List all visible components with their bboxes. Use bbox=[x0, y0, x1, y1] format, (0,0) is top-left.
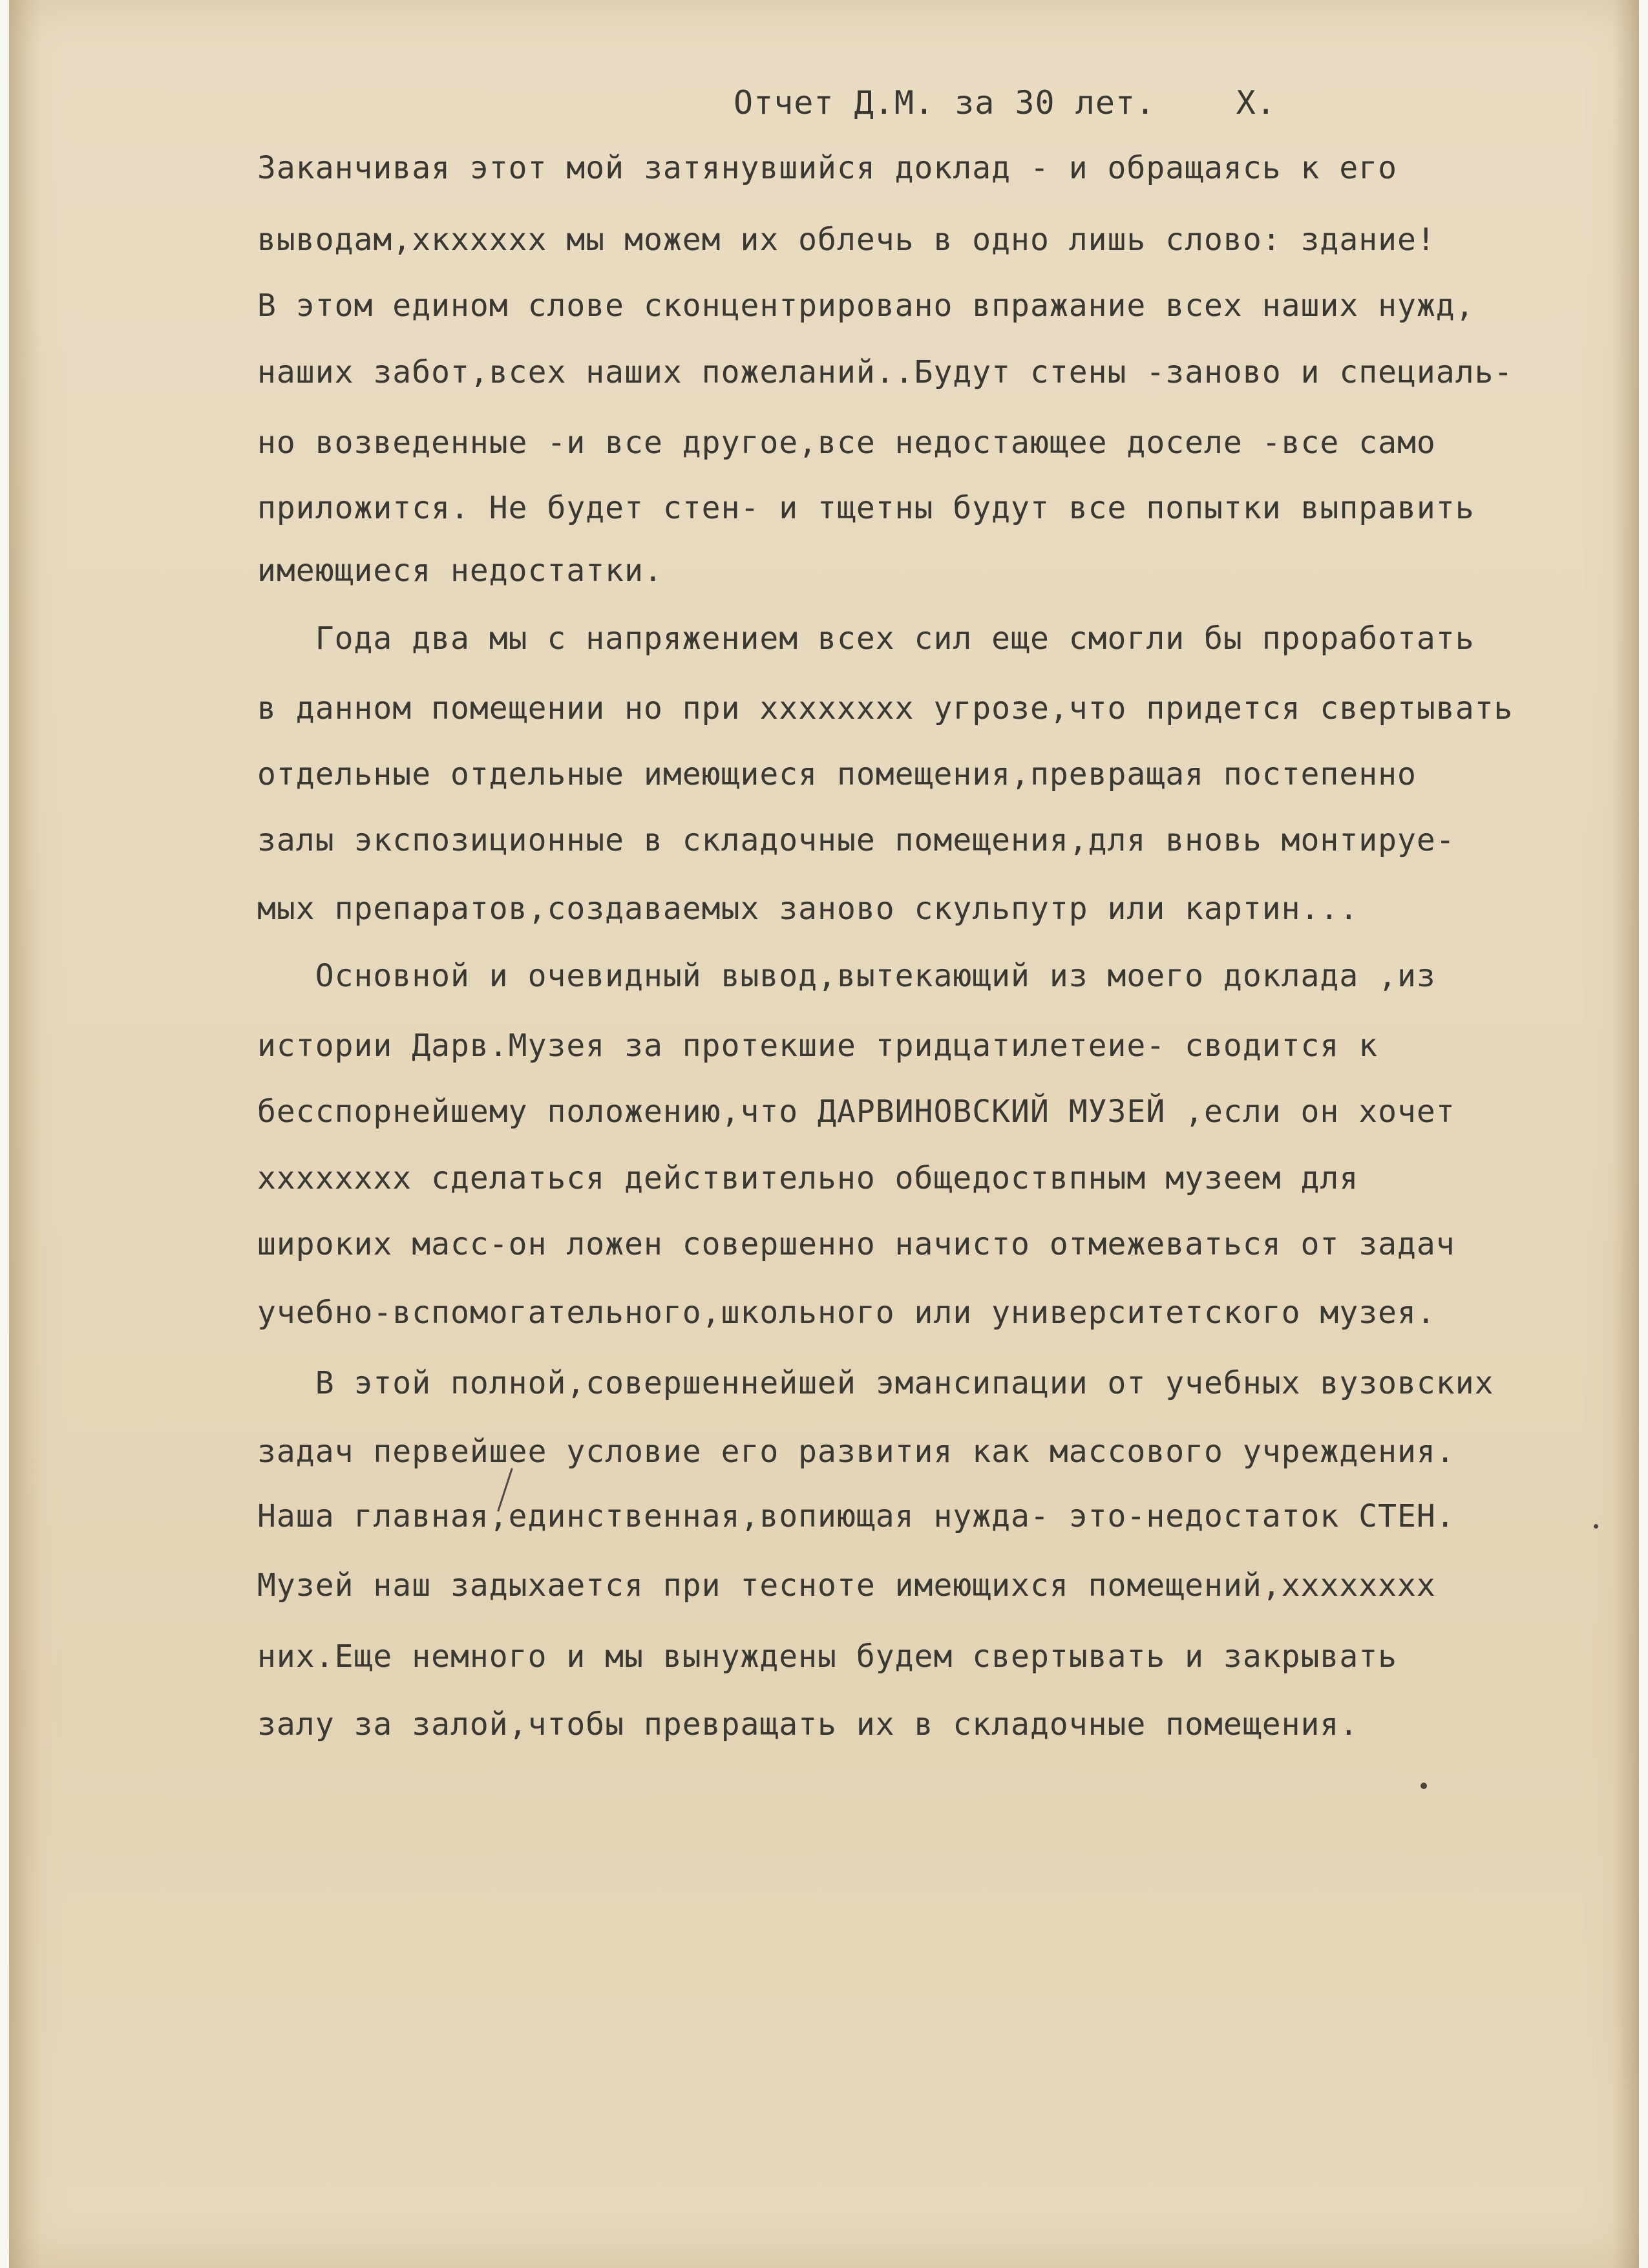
text-line-23: них.Еще немного и мы вынуждены будем свертывать и закрывать bbox=[257, 1638, 1398, 1675]
text-line-9: в данном помещении но при хххххххх угрозе,что придется свертывать bbox=[257, 690, 1514, 726]
text-line-19: В этой полной,совершеннейшей эмансипации от учебных вузовских bbox=[257, 1365, 1494, 1401]
text-line-22: Музей наш задыхается при тесноте имеющихся помещений,хххххххх bbox=[257, 1567, 1436, 1604]
page-header: Отчет Д.М. за 30 лет. Х. bbox=[734, 84, 1276, 122]
text-line-20: задач первейшее условие его развития как массового учреждения. bbox=[257, 1434, 1455, 1470]
text-line-4: наших забот,всех наших пожеланий..Будут стены -заново и специаль- bbox=[257, 354, 1514, 390]
text-line-1: Заканчивая этот мой затянувшийся доклад - и обращаясь к его bbox=[257, 150, 1398, 186]
text-line-7: имеющиеся недостатки. bbox=[257, 553, 663, 589]
text-line-2: выводам,хкххххх мы можем их облечь в одно лишь слово: здание! bbox=[257, 222, 1436, 258]
text-line-24: залу за залой,чтобы превращать их в складочные помещения. bbox=[257, 1706, 1359, 1743]
text-line-6: приложится. Не будет стен- и тщетны будут все попытки выправить bbox=[257, 490, 1475, 526]
text-line-16: хххххххх сделаться действительно общедоствпным музеем для bbox=[257, 1160, 1359, 1196]
text-line-5: но возведенные -и все другое,все недостающее доселе -все само bbox=[257, 425, 1436, 461]
text-line-3: В этом едином слове сконцентрировано впражание всех наших нужд, bbox=[257, 288, 1475, 324]
text-line-12: мых препаратов,создаваемых заново скульпутр или картин... bbox=[257, 891, 1359, 927]
text-line-17: широких масс-он ложен совершенно начисто отмежеваться от задач bbox=[257, 1226, 1455, 1262]
text-line-13: Основной и очевидный вывод,вытекающий из моего доклада ,из bbox=[257, 958, 1436, 994]
text-line-18: учебно-вспомогательного,школьного или университетского музея. bbox=[257, 1295, 1436, 1331]
ink-speck bbox=[1594, 1524, 1598, 1529]
text-line-10: отдельные отдельные имеющиеся помещения,превращая постепенно bbox=[257, 756, 1417, 792]
text-line-14: истории Дарв.Музея за протекшие тридцатилетеие- сводится к bbox=[257, 1028, 1379, 1064]
text-line-15: бесспорнейшему положению,что ДАРВИНОВСКИЙ МУЗЕЙ ,если он хочет bbox=[257, 1094, 1455, 1130]
ink-speck bbox=[1421, 1783, 1427, 1789]
text-line-21: Наша главная,единственная,вопиющая нужда- это-недостаток СТЕН. bbox=[257, 1498, 1455, 1534]
text-line-11: залы экспозиционные в складочные помещения,для вновь монтируе- bbox=[257, 822, 1455, 858]
text-line-8: Года два мы с напряжением всех сил еще смогли бы проработать bbox=[257, 620, 1475, 657]
